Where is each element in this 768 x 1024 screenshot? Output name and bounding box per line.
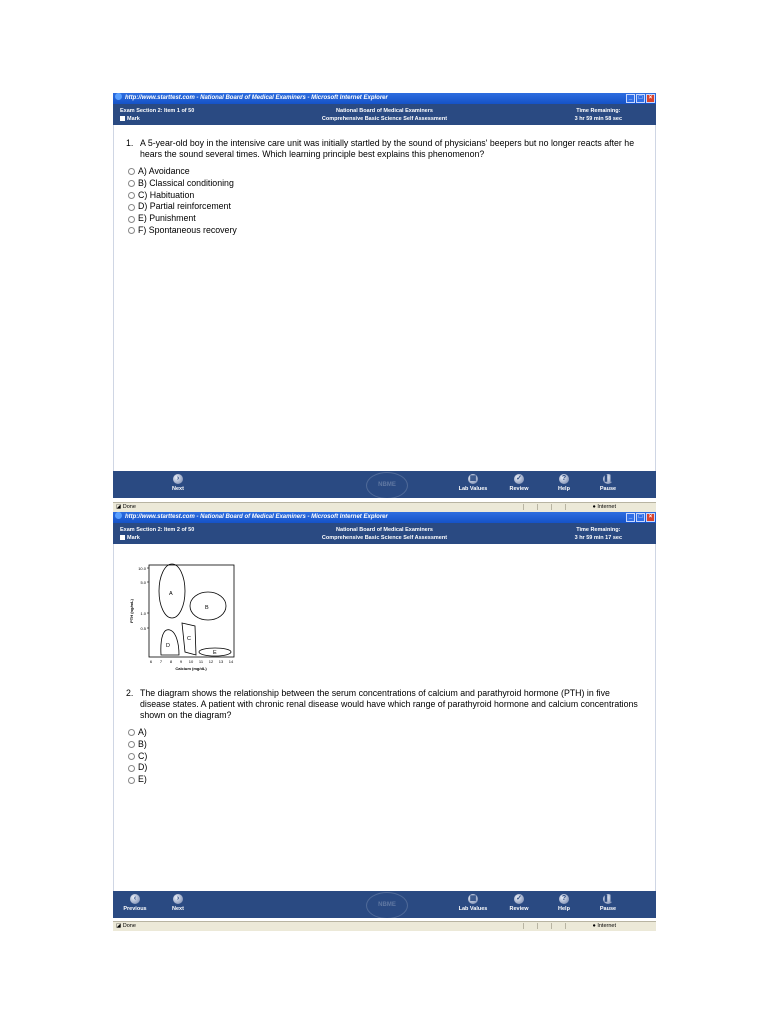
assessment-name: Comprehensive Basic Science Self Assessment	[321, 116, 448, 122]
review-button[interactable]: ✓ Review	[509, 475, 529, 492]
status-zone: ● Internet	[592, 923, 616, 929]
answer-options	[128, 166, 237, 237]
help-icon: ?	[559, 894, 569, 904]
time-remaining-label: Time Remaining:	[576, 108, 621, 114]
ie-icon	[115, 512, 122, 519]
maximize-button[interactable]: □	[636, 94, 645, 103]
radio-icon[interactable]	[128, 204, 135, 211]
review-button[interactable]: ✓ Review	[509, 895, 529, 912]
answer-options	[128, 727, 147, 786]
window-title-bar	[113, 93, 656, 104]
org-name: National Board of Medical Examiners	[336, 108, 433, 114]
help-button[interactable]: ? Help	[558, 895, 570, 912]
window-title-bar	[113, 512, 656, 523]
mark-checkbox[interactable]: Mark	[120, 115, 194, 123]
status-zone: ● Internet	[592, 504, 616, 510]
y-tick-label: 1.0	[140, 611, 146, 616]
assessment-name: Comprehensive Basic Science Self Assessment	[321, 535, 448, 541]
region-label: A	[169, 591, 173, 597]
radio-icon[interactable]	[128, 180, 135, 187]
section-label: Exam Section 2: Item 1 of 50	[120, 108, 195, 114]
x-tick-label: 6	[149, 659, 153, 664]
pause-icon: ❚❚	[603, 895, 615, 902]
radio-icon[interactable]	[128, 227, 135, 234]
question-number: 2.	[126, 688, 134, 698]
y-tick-label: 0.5	[140, 626, 146, 631]
maximize-button[interactable]: □	[636, 513, 645, 522]
region-label: D	[166, 643, 170, 649]
lab-values-button[interactable]: ▦ Lab Values	[458, 475, 488, 492]
pth-calcium-diagram	[124, 558, 236, 672]
radio-icon[interactable]	[128, 192, 135, 199]
pause-button[interactable]: ❚❚ Pause	[599, 475, 617, 492]
previous-button[interactable]: ‹ Previous	[123, 895, 147, 912]
minimize-button[interactable]: _	[626, 94, 635, 103]
x-tick-label: 13	[218, 659, 224, 664]
time-remaining-value: 3 hr 59 min 58 sec	[574, 116, 622, 122]
region-label: E	[213, 650, 217, 656]
radio-icon[interactable]	[128, 168, 135, 175]
lab-values-icon: ▦	[469, 475, 477, 482]
arrow-right-icon: ›	[173, 474, 183, 484]
window-title: http://www.starttest.com - National Board of Medical Examiners - Microsoft Internet Explorer	[125, 95, 388, 101]
next-button[interactable]: › Next	[172, 895, 184, 912]
answer-option[interactable]: C)	[128, 751, 147, 763]
time-remaining-label: Time Remaining:	[576, 527, 621, 533]
x-tick-label: 11	[198, 659, 204, 664]
exam-footer	[113, 471, 656, 498]
answer-option[interactable]: A) Avoidance	[128, 166, 237, 178]
lab-values-icon: ▦	[469, 895, 477, 902]
arrow-left-icon: ‹	[130, 894, 140, 904]
close-button[interactable]: ×	[646, 94, 655, 103]
answer-option[interactable]: B)	[128, 739, 147, 751]
status-bar	[113, 502, 656, 512]
close-button[interactable]: ×	[646, 513, 655, 522]
answer-option[interactable]: E)	[128, 774, 147, 786]
question-text: A 5-year-old boy in the intensive care unit was initially startled by the sound of physicians' beepers but no longer reacts after he hears the sound several times. Which learning principle best explains this phenomenon?	[140, 138, 635, 159]
nbme-seal-icon: NBME	[366, 892, 408, 919]
time-remaining-value: 3 hr 59 min 17 sec	[574, 535, 622, 541]
question-area	[113, 125, 656, 471]
ie-icon	[115, 93, 122, 100]
answer-option[interactable]: D) Partial reinforcement	[128, 201, 237, 213]
question-number: 1.	[126, 138, 134, 148]
help-button[interactable]: ? Help	[558, 475, 570, 492]
x-tick-label: 14	[228, 659, 234, 664]
y-tick-label: 5.0	[140, 580, 146, 585]
radio-icon[interactable]	[128, 741, 135, 748]
y-axis-label: PTH (ng/mL)	[129, 599, 134, 623]
region-label: B	[205, 605, 209, 611]
exam-footer	[113, 891, 656, 918]
question-stem	[126, 688, 641, 721]
answer-option[interactable]: E) Punishment	[128, 213, 237, 225]
pause-icon: ❚❚	[603, 475, 615, 482]
radio-icon[interactable]	[128, 729, 135, 736]
exam-header	[113, 523, 656, 544]
x-tick-label: 8	[169, 659, 173, 664]
answer-option[interactable]: B) Classical conditioning	[128, 178, 237, 190]
question-text: The diagram shows the relationship between the serum concentrations of calcium and parathyroid hormone (PTH) in five disease states. A patient with chronic renal disease would have which range of parathyroid hormone and calcium concentrations shown on the diagram?	[140, 688, 638, 720]
region-label: C	[187, 636, 191, 642]
pause-button[interactable]: ❚❚ Pause	[599, 895, 617, 912]
window-title: http://www.starttest.com - National Board of Medical Examiners - Microsoft Internet Explorer	[125, 514, 388, 520]
nbme-seal-icon: NBME	[366, 472, 408, 499]
radio-icon[interactable]	[128, 753, 135, 760]
status-bar	[113, 921, 656, 931]
question-stem	[126, 138, 641, 160]
review-icon: ✓	[514, 894, 524, 904]
answer-option[interactable]: A)	[128, 727, 147, 739]
y-tick-label: 10.0	[138, 566, 146, 571]
radio-icon[interactable]	[128, 216, 135, 223]
exam-header	[113, 104, 656, 125]
org-name: National Board of Medical Examiners	[336, 527, 433, 533]
radio-icon[interactable]	[128, 777, 135, 784]
question-area	[113, 544, 656, 891]
lab-values-button[interactable]: ▦ Lab Values	[458, 895, 488, 912]
answer-option[interactable]: C) Habituation	[128, 190, 237, 202]
answer-option[interactable]: F) Spontaneous recovery	[128, 225, 237, 237]
x-tick-label: 7	[159, 659, 163, 664]
x-tick-label: 12	[208, 659, 214, 664]
status-done: ◪ Done	[116, 923, 136, 929]
browser-window-1	[113, 93, 656, 513]
help-icon: ?	[559, 474, 569, 484]
radio-icon[interactable]	[128, 765, 135, 772]
x-tick-label: 9	[179, 659, 183, 664]
section-label: Exam Section 2: Item 2 of 50	[120, 527, 195, 533]
mark-checkbox[interactable]: Mark	[120, 534, 194, 542]
next-button[interactable]: › Next	[172, 475, 184, 492]
minimize-button[interactable]: _	[626, 513, 635, 522]
answer-option[interactable]: D)	[128, 762, 147, 774]
x-tick-label: 10	[188, 659, 194, 664]
x-axis-label: Calcium (mg/dL)	[175, 666, 207, 671]
status-done: ◪ Done	[116, 504, 136, 510]
browser-window-2	[113, 512, 656, 933]
review-icon: ✓	[514, 474, 524, 484]
arrow-right-icon: ›	[173, 894, 183, 904]
